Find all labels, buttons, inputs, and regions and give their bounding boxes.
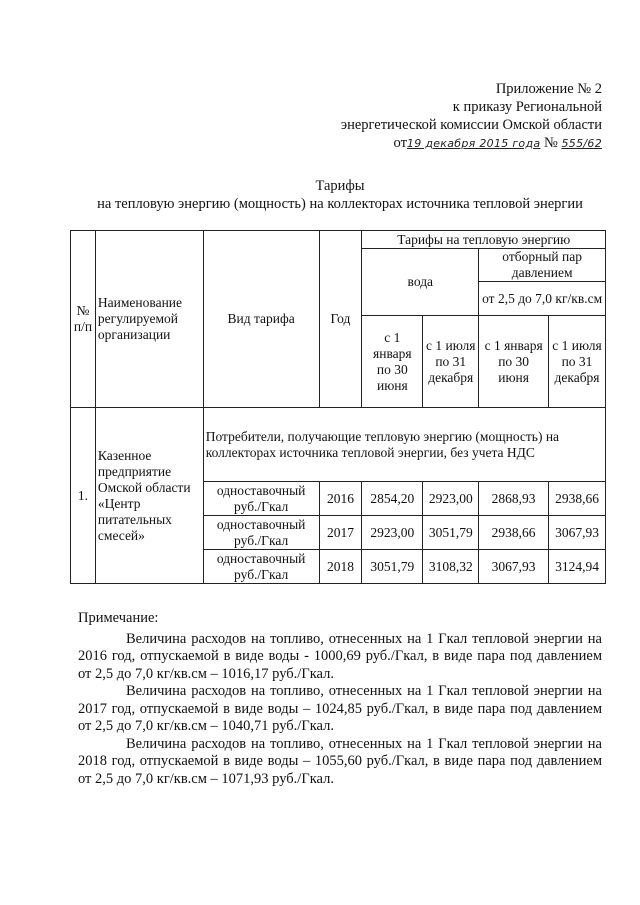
- tariff-value: 2938,66: [479, 516, 549, 550]
- tariff-value: 2938,66: [549, 482, 606, 516]
- note-section: [78, 610, 602, 788]
- header-num: № п/п: [71, 231, 96, 408]
- tariff-value: 2868,93: [479, 482, 549, 516]
- document-subtitle: на тепловую энергию (мощность) на коллекторах источника тепловой энергии: [97, 196, 583, 212]
- tariff-value: 3051,79: [423, 516, 479, 550]
- tariff-value: 2854,20: [362, 482, 423, 516]
- header-org: Наименование регулируемой организации: [95, 231, 203, 408]
- appendix-header: [300, 80, 602, 153]
- tariff-value: 3067,93: [549, 516, 606, 550]
- header-year: Год: [319, 231, 362, 408]
- header-period-water-h1: с 1 января по 30 июня: [362, 316, 423, 408]
- header-period-steam-h2: с 1 июля по 31 декабря: [549, 316, 606, 408]
- tariff-value: 3124,94: [549, 550, 606, 584]
- tariff-value: 2923,00: [423, 482, 479, 516]
- organization-name: Казенное предприятие Омской области «Центр питательных смесей»: [95, 408, 203, 584]
- note-heading: Примечание:: [78, 610, 159, 626]
- header-period-steam-h1: с 1 января по 30 июня: [479, 316, 549, 408]
- note-paragraph: Величина расходов на топливо, отнесенных на 1 Гкал тепловой энергии на 2017 год, отпускаемой в виде воды – 1024,85 руб./Гкал, в виде пара под давлением от 2,5 до 7,0 кг/кв.см – 1040,71 руб./Гкал.: [78, 683, 602, 734]
- document-title: Тарифы: [315, 178, 365, 194]
- note-paragraph: Величина расходов на топливо, отнесенных на 1 Гкал тепловой энергии на 2016 год, отпускаемой в виде воды - 1000,69 руб./Гкал, в виде пара под давлением от 2,5 до 7,0 кг/кв.см – 1016,17 руб./Гкал.: [78, 630, 602, 682]
- header-steam-pressure: от 2,5 до 7,0 кг/кв.см: [479, 282, 606, 316]
- appendix-date-line: [300, 134, 602, 153]
- number-label: №: [544, 135, 558, 151]
- consumers-note: Потребители, получающие тепловую энергию (мощность) на коллекторах источника тепловой энергии, без учета НДС: [203, 408, 605, 482]
- tariff-year: 2018: [319, 550, 362, 584]
- tariff-type: одноставочный руб./Гкал: [203, 482, 319, 516]
- tariff-value: 2923,00: [362, 516, 423, 550]
- header-water: вода: [362, 249, 479, 316]
- tariff-value: 3108,32: [423, 550, 479, 584]
- header-period-water-h2: с 1 июля по 31 декабря: [423, 316, 479, 408]
- tariff-type: одноставочный руб./Гкал: [203, 550, 319, 584]
- header-steam: отборный пар давлением: [479, 249, 606, 282]
- from-label: от: [393, 135, 407, 151]
- row-number: 1.: [71, 408, 96, 584]
- note-paragraph: Величина расходов на топливо, отнесенных на 1 Гкал тепловой энергии на 2018 год, отпускаемой в виде воды – 1055,60 руб./Гкал, в виде пара под давлением от 2,5 до 7,0 кг/кв.см – 1071,93 руб./Гкал.: [78, 735, 602, 787]
- header-tariffs: Тарифы на тепловую энергию: [362, 231, 606, 249]
- tariff-type: одноставочный руб./Гкал: [203, 516, 319, 550]
- handwritten-date: 19 декабря 2015 года: [406, 137, 541, 150]
- header-type: Вид тарифа: [203, 231, 319, 408]
- tariff-value: 3051,79: [362, 550, 423, 584]
- appendix-title: Приложение № 2: [495, 81, 602, 97]
- tariff-year: 2016: [319, 482, 362, 516]
- appendix-order-ref: к приказу Региональной: [452, 99, 602, 115]
- tariff-year: 2017: [319, 516, 362, 550]
- tariff-table: [70, 230, 606, 584]
- appendix-commission: энергетической комиссии Омской области: [340, 117, 602, 133]
- tariff-value: 3067,93: [479, 550, 549, 584]
- handwritten-number: 555/62: [561, 137, 602, 150]
